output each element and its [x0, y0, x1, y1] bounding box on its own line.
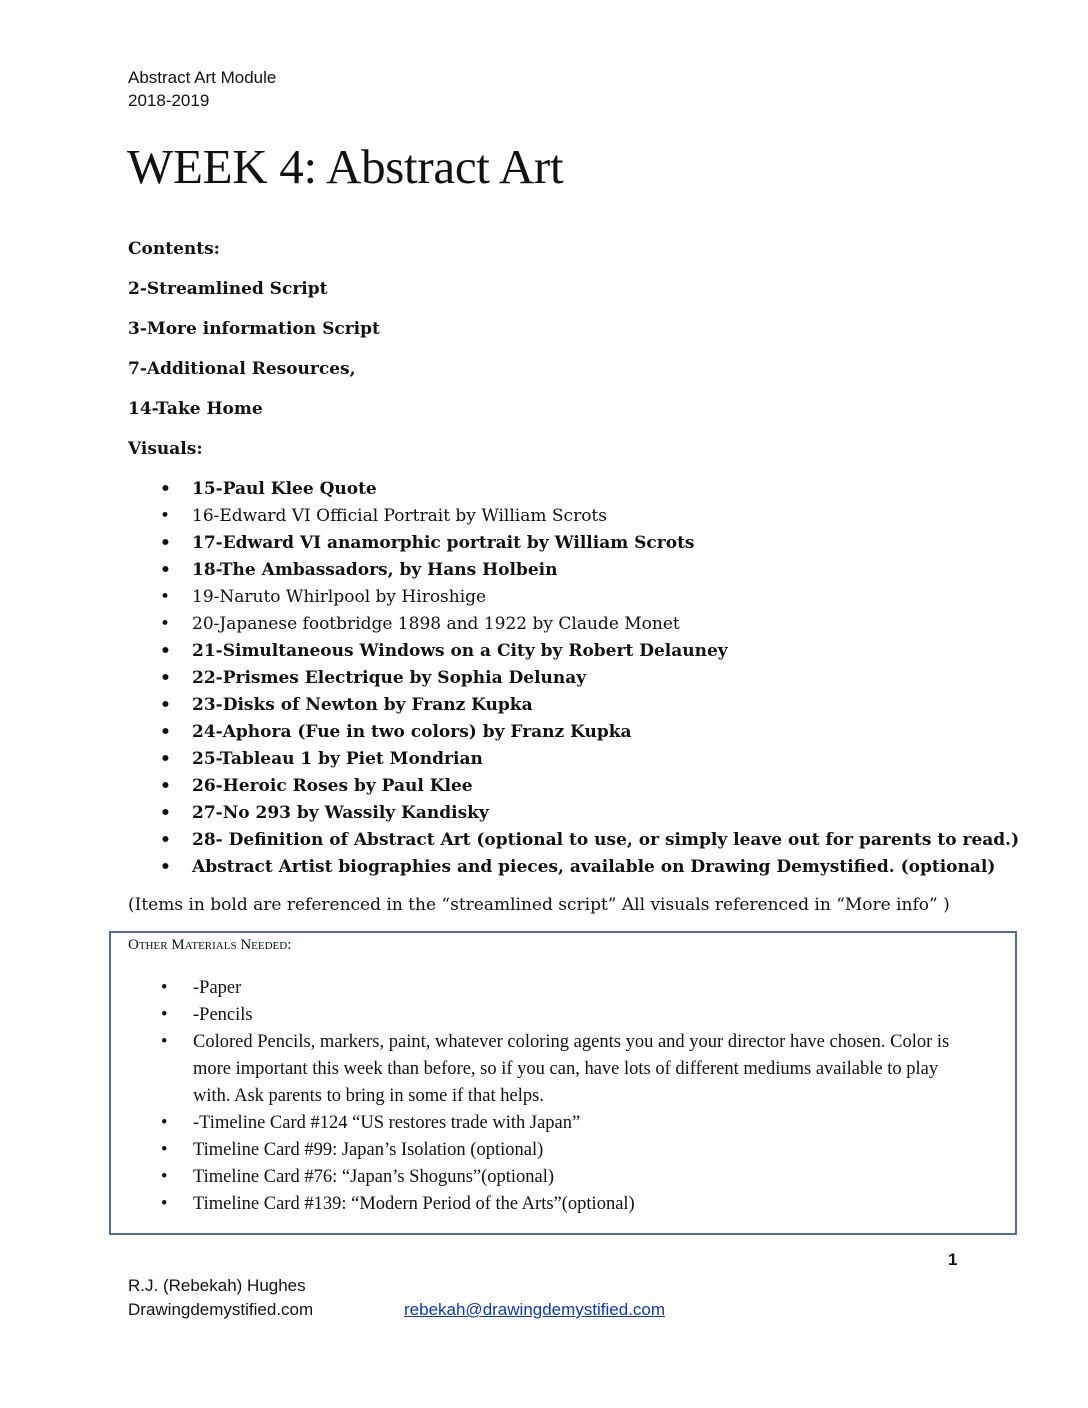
- visual-item: • 28- Definition of Abstract Art (optional to use, or simply leave out for parents to read.): [160, 827, 1019, 854]
- visual-item: • 17-Edward VI anamorphic portrait by William Scrots: [160, 530, 1019, 557]
- materials-title: Other Materials Needed:: [128, 937, 292, 953]
- material-item: • Timeline Card #76: “Japan’s Shoguns”(optional): [161, 1164, 961, 1191]
- materials-box: [109, 931, 1017, 1235]
- visual-item: • 16-Edward VI Official Portrait by William Scrots: [160, 503, 1019, 530]
- visuals-label: Visuals:: [128, 439, 203, 459]
- visual-item: • Abstract Artist biographies and pieces, available on Drawing Demystified. (optional): [160, 854, 1019, 881]
- visual-item: • 22-Prismes Electrique by Sophia Delunay: [160, 665, 1019, 692]
- email-link[interactable]: rebekah@drawingdemystified.com: [404, 1300, 666, 1319]
- school-year: 2018-2019: [128, 91, 210, 110]
- visual-item: • 26-Heroic Roses by Paul Klee: [160, 773, 1019, 800]
- visual-item: • 23-Disks of Newton by Franz Kupka: [160, 692, 1019, 719]
- contents-label: Contents:: [128, 239, 220, 259]
- website-text: Drawingdemystified.com: [128, 1300, 314, 1319]
- bold-items-note: (Items in bold are referenced in the “streamlined script” All visuals referenced in “More info” ): [128, 895, 950, 915]
- contents-item: 7-Additional Resources,: [128, 359, 356, 379]
- page-number: 1: [948, 1250, 958, 1269]
- visual-item: • 24-Aphora (Fue in two colors) by Franz Kupka: [160, 719, 1019, 746]
- author-name: R.J. (Rebekah) Hughes: [128, 1276, 306, 1295]
- contents-item: 14-Take Home: [128, 399, 263, 419]
- visual-item: • 21-Simultaneous Windows on a City by Robert Delauney: [160, 638, 1019, 665]
- contents-item: 3-More information Script: [128, 319, 380, 339]
- module-name: Abstract Art Module: [128, 68, 277, 87]
- material-item: • -Paper: [161, 975, 961, 1002]
- material-item: • Timeline Card #99: Japan’s Isolation (optional): [161, 1137, 961, 1164]
- page-title: WEEK 4: Abstract Art: [127, 139, 564, 194]
- material-item: • Colored Pencils, markers, paint, whatever coloring agents you and your director have chosen. Color is more important this week than before, so if you can, have lots of different mediums available to play with. Ask parents to bring in some if that helps.: [161, 1029, 961, 1110]
- material-item: • Timeline Card #139: “Modern Period of the Arts”(optional): [161, 1191, 961, 1218]
- visuals-list: [160, 476, 1019, 881]
- material-item: • -Timeline Card #124 “US restores trade with Japan”: [161, 1110, 961, 1137]
- materials-list: [161, 975, 961, 1218]
- document-header: [128, 66, 276, 112]
- contents-item: 2-Streamlined Script: [128, 279, 328, 299]
- visual-item: • 15-Paul Klee Quote: [160, 476, 1019, 503]
- contents-section: [128, 236, 380, 476]
- visual-item: • 18-The Ambassadors, by Hans Holbein: [160, 557, 1019, 584]
- document-footer: [128, 1274, 666, 1322]
- material-item: • -Pencils: [161, 1002, 961, 1029]
- visual-item: • 27-No 293 by Wassily Kandisky: [160, 800, 1019, 827]
- visual-item: • 20-Japanese footbridge 1898 and 1922 by Claude Monet: [160, 611, 1019, 638]
- visual-item: • 19-Naruto Whirlpool by Hiroshige: [160, 584, 1019, 611]
- visual-item: • 25-Tableau 1 by Piet Mondrian: [160, 746, 1019, 773]
